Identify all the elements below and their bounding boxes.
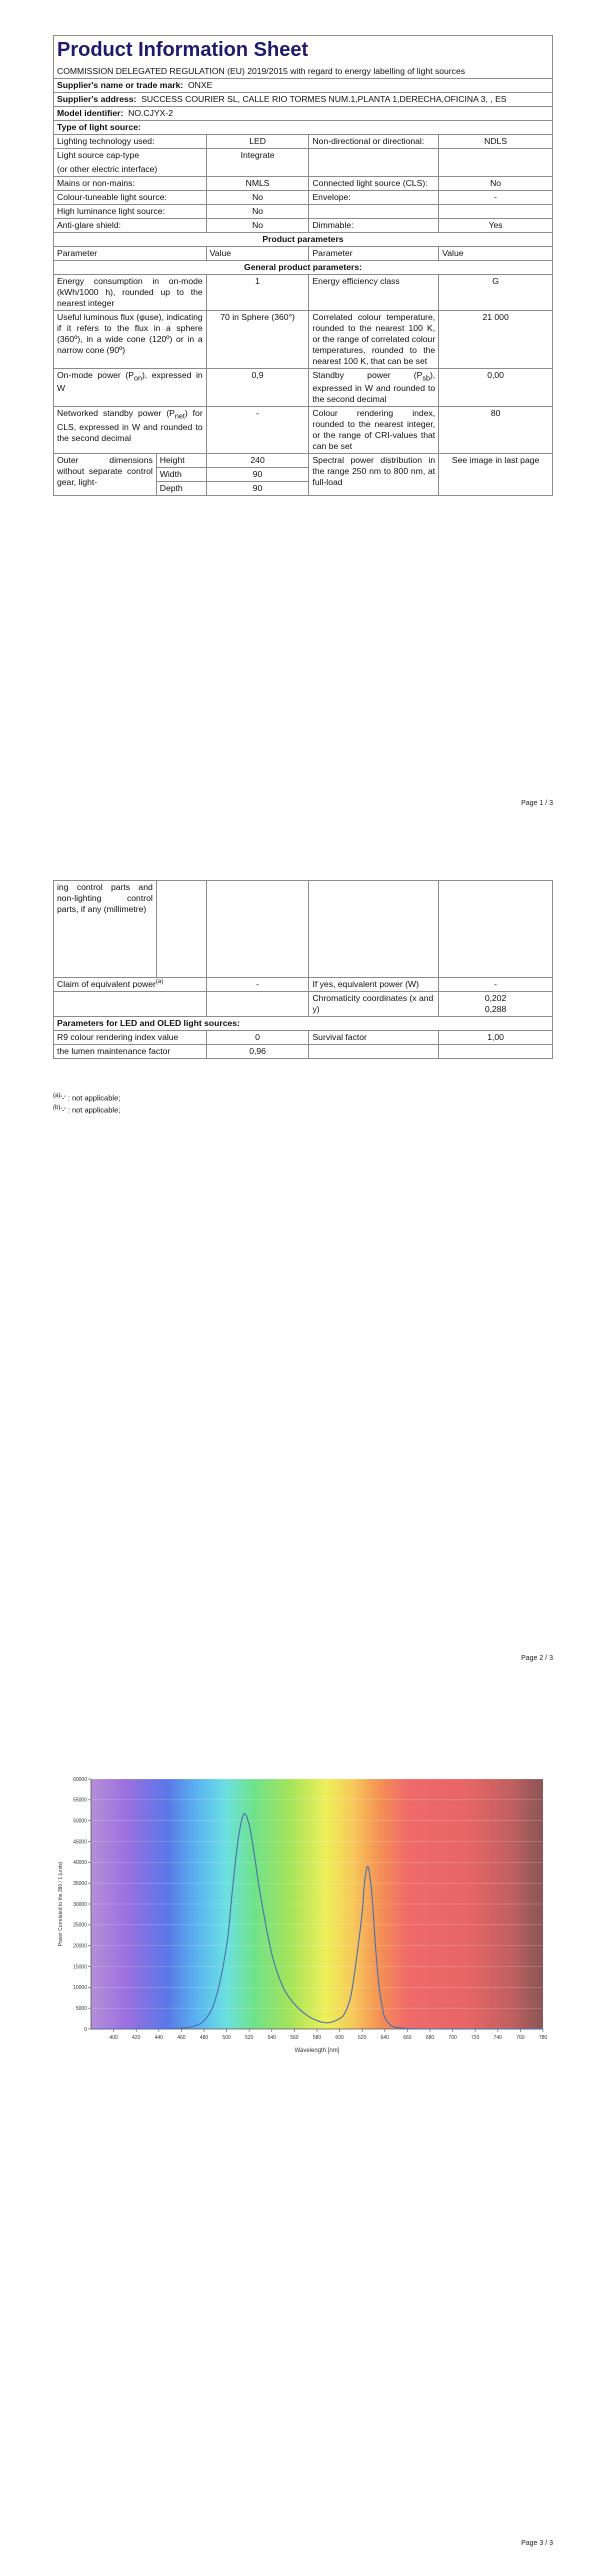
networked-standby-label: Networked standby power $(P_{net})$ for CLS, expressed in W and rounded to the second decimal	[54, 407, 207, 454]
y-axis-label: Power Correlated to the 380 / 1 (units)	[58, 1861, 64, 1947]
chromaticity-y: 0,288	[484, 1004, 507, 1014]
on-mode-power-label: On-mode power $(P_{on})$, expressed in W	[54, 368, 207, 407]
cri-value: 80	[439, 407, 553, 454]
cap-type-label-line-2: (or other electric interface)	[57, 163, 158, 174]
efficiency-class-label: Energy efficiency class	[309, 274, 439, 310]
supplier-name-row	[54, 78, 553, 92]
x-tick-label: 480	[199, 2035, 209, 2041]
equivalent-power-note: (a)	[155, 979, 164, 986]
on-mode-power-value: 0,9	[206, 368, 309, 407]
column-header-parameter-2: Parameter	[309, 246, 439, 260]
y-tick-label: 35000	[73, 1880, 87, 1887]
footnotes	[53, 1092, 120, 1116]
x-tick-label: 780	[538, 2035, 548, 2041]
envelope-label: Envelope:	[309, 190, 439, 204]
cap-type-label-line-1: Light source cap-type	[57, 149, 140, 160]
y-tick-label: 15000	[73, 1964, 87, 1971]
y-tick-label: 20000	[73, 1943, 87, 1950]
lighting-technology-value: LED	[206, 134, 309, 148]
y-tick-label: 50000	[73, 1818, 87, 1825]
page-2	[0, 880, 603, 1680]
high-luminance-label: High luminance light source:	[54, 204, 207, 218]
product-information-sheet-continued	[53, 880, 553, 1059]
x-tick-label: 660	[403, 2035, 412, 2041]
general-parameters-heading: General product parameters:	[54, 260, 553, 274]
standby-power-value: 0,00	[439, 368, 553, 407]
equivalent-power-label: Claim of equivalent power$^{(a)}$	[54, 978, 207, 992]
cls-value: No	[439, 176, 553, 190]
info-table-part-1	[53, 35, 553, 496]
footnote-a: $^{(a)}$'-' : not applicable;	[53, 1093, 121, 1103]
x-tick-label: 700	[448, 2035, 457, 2041]
depth-label: Depth	[156, 482, 206, 496]
cap-type-label	[54, 148, 207, 176]
spectral-power-chart-svg	[53, 1765, 553, 2065]
spectral-label: Spectral power distribution in the range 250 nm to 800 nm, at full-load	[309, 454, 439, 496]
x-axis-ticks	[109, 2029, 547, 2041]
x-tick-label: 620	[358, 2035, 367, 2041]
chromaticity-label: Chromaticity coordinates (x and y)	[309, 992, 439, 1017]
anti-glare-label: Anti-glare shield:	[54, 218, 207, 232]
dimmable-label: Dimmable:	[309, 218, 439, 232]
directional-value: NDLS	[439, 134, 553, 148]
product-information-sheet	[53, 35, 553, 496]
regulation-text: COMMISSION DELEGATED REGULATION (EU) 2019/2015 with regard to energy labelling of light sources	[54, 65, 553, 79]
x-tick-label: 680	[425, 2035, 435, 2041]
energy-consumption-value: 1	[206, 274, 309, 310]
column-header-value: Value	[206, 246, 309, 260]
x-tick-label: 580	[312, 2035, 322, 2041]
cri-label: Colour rendering index, rounded to the nearest integer, or the range of CRI-values that can be set	[309, 407, 439, 454]
y-tick-label: 0	[84, 2026, 87, 2033]
supplier-address-value: SUCCESS COURIER SL, CALLE RIO TORMES NUM.1,PLANTA 1,DERECHA,OFICINA 3, , ES	[141, 93, 507, 104]
width-value: 90	[206, 468, 309, 482]
y-tick-label: 5000	[75, 2005, 87, 2012]
dimensions-label-part-1: Outer dimensions without separate control gear, light-	[54, 454, 157, 496]
if-yes-value: -	[439, 978, 553, 992]
dimmable-value: Yes	[439, 218, 553, 232]
supplier-name-label: Supplier's name or trade mark:	[57, 79, 184, 90]
x-tick-label: 540	[267, 2035, 276, 2041]
width-label: Width	[156, 468, 206, 482]
page-number: Page 3 / 3	[521, 2540, 553, 2547]
x-tick-label: 740	[493, 2035, 502, 2041]
directional-label: Non-directional or directional:	[309, 134, 439, 148]
lumen-maintenance-label: the lumen maintenance factor	[54, 1045, 207, 1059]
y-tick-label: 10000	[73, 1985, 87, 1992]
x-tick-label: 520	[245, 2035, 254, 2041]
x-tick-label: 420	[132, 2035, 141, 2041]
column-header-parameter: Parameter	[54, 246, 207, 260]
x-tick-label: 400	[109, 2035, 118, 2041]
cct-label: Correlated colour temperature, rounded to the nearest 100 K, or the range of correlated colour temperatures, rounded to the nearest 100 K, that can be set	[309, 310, 439, 368]
page-title: Product Information Sheet	[54, 36, 553, 65]
supplier-address-row	[54, 92, 553, 106]
x-tick-label: 720	[471, 2035, 480, 2041]
r9-value: 0	[206, 1031, 309, 1045]
model-label: Model identifier:	[57, 107, 124, 118]
chromaticity-x: 0,202	[484, 993, 507, 1003]
colour-tuneable-label: Colour-tuneable light source:	[54, 190, 207, 204]
y-tick-label: 40000	[73, 1860, 87, 1867]
if-yes-label: If yes, equivalent power (W)	[309, 978, 439, 992]
lumen-maintenance-value: 0,96	[206, 1045, 309, 1059]
height-label: Height	[156, 454, 206, 468]
dimensions-label-part-2: ing control parts and non-lighting control parts, if any (millimetre)	[54, 881, 157, 978]
height-value: 240	[206, 454, 309, 468]
mains-label: Mains or non-mains:	[54, 176, 207, 190]
survival-factor-value: 1,00	[439, 1031, 553, 1045]
y-tick-label: 45000	[73, 1839, 87, 1846]
networked-standby-value: -	[206, 407, 309, 454]
y-tick-label: 55000	[73, 1797, 87, 1804]
column-header-value-2: Value	[439, 246, 553, 260]
depth-value: 90	[206, 482, 309, 496]
page-1	[0, 0, 603, 820]
high-luminance-value: No	[206, 204, 309, 218]
chromaticity-value	[439, 992, 553, 1017]
cls-label: Connected light source (CLS):	[309, 176, 439, 190]
footnote-b: $^{(b)}$'-' : not applicable;	[53, 1105, 121, 1115]
anti-glare-value: No	[206, 218, 309, 232]
x-tick-label: 440	[154, 2035, 163, 2041]
luminous-flux-value: 70 in Sphere (360°)	[206, 310, 309, 368]
efficiency-class-value: G	[439, 274, 553, 310]
lighting-technology-label: Lighting technology used:	[54, 134, 207, 148]
page-number: Page 1 / 3	[521, 800, 553, 807]
y-tick-label: 25000	[73, 1922, 87, 1929]
y-tick-label: 60000	[73, 1776, 87, 1783]
cct-value: 21 000	[439, 310, 553, 368]
page-number: Page 2 / 3	[521, 1655, 553, 1662]
model-value: NO.CJYX-2	[128, 107, 174, 118]
x-tick-label: 560	[290, 2035, 299, 2041]
energy-consumption-label: Energy consumption in on-mode (kWh/1000 h), rounded up to the nearest integer	[54, 274, 207, 310]
supplier-address-label: Supplier's address:	[57, 93, 137, 104]
r9-label: R9 colour rendering index value	[54, 1031, 207, 1045]
spectral-power-chart	[53, 1765, 553, 2065]
y-axis-ticks	[73, 1777, 91, 2033]
survival-factor-label: Survival factor	[309, 1031, 439, 1045]
x-tick-label: 460	[177, 2035, 186, 2041]
info-table-part-2	[53, 880, 553, 1059]
light-source-type-heading: Type of light source:	[54, 120, 553, 134]
mains-value: NMLS	[206, 176, 309, 190]
supplier-name-value: ONXE	[188, 79, 213, 90]
spectral-value: See image in last page	[439, 454, 553, 496]
x-tick-label: 640	[380, 2035, 389, 2041]
equivalent-power-value: -	[206, 978, 309, 992]
page-3	[0, 1745, 603, 2560]
y-tick-label: 30000	[73, 1901, 87, 1908]
standby-power-label: Standby power $(P_{sb})$, expressed in W and rounded to the second decimal	[309, 368, 439, 407]
x-tick-label: 600	[335, 2035, 344, 2041]
cap-type-value: Integrate	[206, 148, 309, 176]
x-tick-label: 760	[516, 2035, 525, 2041]
model-row	[54, 106, 553, 120]
x-tick-label: 500	[222, 2035, 231, 2041]
envelope-value: -	[439, 190, 553, 204]
led-parameters-heading: Parameters for LED and OLED light sources:	[54, 1017, 553, 1031]
product-parameters-heading: Product parameters	[54, 232, 553, 246]
x-axis-label: Wavelength [nm]	[294, 2048, 340, 2054]
luminous-flux-label: Useful luminous flux (φuse), indicating if it refers to the flux in a sphere (360º), in a wide cone (120º) or in a narrow cone (90º)	[54, 310, 207, 368]
colour-tuneable-value: No	[206, 190, 309, 204]
